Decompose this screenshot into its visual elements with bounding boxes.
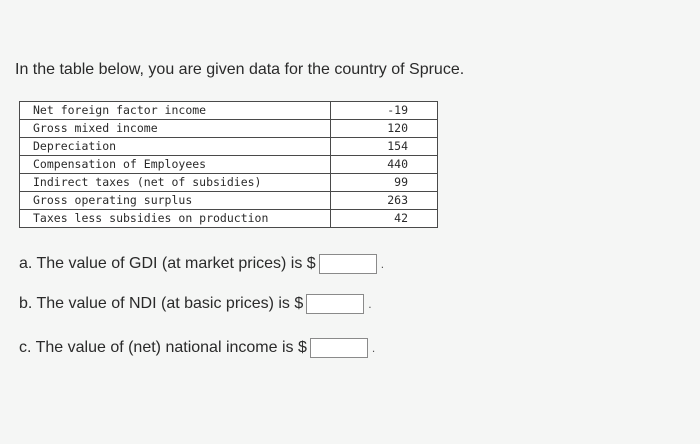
row-value: 440 — [331, 156, 438, 174]
row-value: 99 — [331, 174, 438, 192]
row-label: Compensation of Employees — [20, 156, 331, 174]
question-national-income — [19, 338, 375, 358]
row-label: Gross operating surplus — [20, 192, 331, 210]
row-label: Gross mixed income — [20, 120, 331, 138]
question-ndi — [19, 294, 372, 314]
table-row — [20, 192, 438, 210]
row-value: 263 — [331, 192, 438, 210]
question-gdi — [19, 254, 384, 274]
question-national-income-suffix: . — [371, 341, 376, 355]
row-value: -19 — [331, 102, 438, 120]
data-table — [19, 101, 438, 228]
national-income-answer-field[interactable] — [310, 338, 368, 358]
table-row — [20, 102, 438, 120]
row-value: 120 — [331, 120, 438, 138]
question-national-income-text: c. The value of (net) national income is $ — [19, 339, 307, 356]
question-ndi-suffix: . — [368, 297, 372, 311]
table-row — [20, 120, 438, 138]
row-value: 42 — [331, 210, 438, 228]
table-row — [20, 138, 438, 156]
intro-text: In the table below, you are given data for the country of Spruce. — [15, 61, 465, 78]
row-label: Taxes less subsidies on production — [20, 210, 331, 228]
row-value: 154 — [331, 138, 438, 156]
table-row — [20, 210, 438, 228]
gdi-answer-field[interactable] — [319, 254, 377, 274]
question-gdi-suffix: . — [380, 257, 385, 271]
row-label: Net foreign factor income — [20, 102, 331, 120]
question-ndi-text: b. The value of NDI (at basic prices) is $ — [19, 295, 304, 312]
row-label: Depreciation — [20, 138, 331, 156]
table-row — [20, 174, 438, 192]
ndi-answer-field[interactable] — [306, 294, 364, 314]
table-row — [20, 156, 438, 174]
question-gdi-text: a. The value of GDI (at market prices) is $ — [19, 255, 316, 272]
row-label: Indirect taxes (net of subsidies) — [20, 174, 331, 192]
